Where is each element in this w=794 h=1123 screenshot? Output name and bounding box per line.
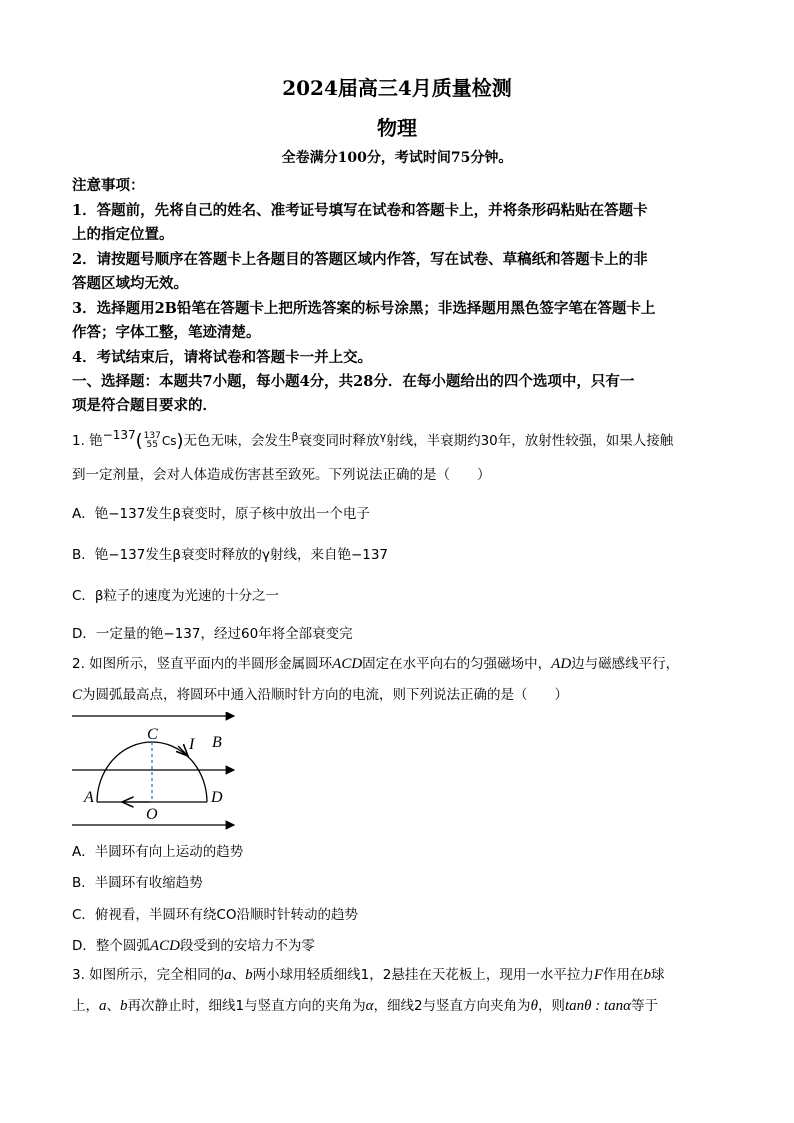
notes-heading: 注意事项： xyxy=(72,177,145,194)
q2-option-a: A．半圆环有向上运动的趋势 xyxy=(72,844,244,860)
q1-stem-line1: 1. 铯−137( 137 55 Cs)无色无味，会发生$^\beta$衰变同时释放$^\gamma$射线，半衰期约30年，放射性较强，如果人接触 xyxy=(72,428,674,452)
label-b: B xyxy=(212,734,222,751)
label-c: C xyxy=(147,726,158,743)
q1-option-d: D．一定量的铯−137，经过60年将全部衰变完 xyxy=(72,626,353,642)
note-line: 上的指定位置。 xyxy=(72,226,174,243)
q2-stem-line2: C为圆弧最高点，将圆环中通入沿顺时针方向的电流，则下列说法正确的是（ ） xyxy=(72,687,569,703)
note-line: 1．答题前，先将自己的姓名、准考证号填写在试卷和答题卡上，并将条形码粘贴在答题卡 xyxy=(72,202,648,219)
current-arrow-arc xyxy=(178,746,188,756)
q2-option-b: B．半圆环有收缩趋势 xyxy=(72,875,203,891)
q2-stem-line1: 2. 如图所示，竖直平面内的半圆形金属圆环ACD固定在水平向右的匀强磁场中，AD边与磁感线平行， xyxy=(72,656,680,672)
q1-option-a: A．铯−137发生β衰变时，原子核中放出一个电子 xyxy=(72,506,370,522)
exam-title: 2024届高三4月质量检测 xyxy=(282,76,512,100)
label-o: O xyxy=(146,806,158,823)
label-d: D xyxy=(211,789,223,806)
note-line: 2．请按题号顺序在答题卡上各题目的答题区域内作答，写在试卷、草稿纸和答题卡上的非 xyxy=(72,251,648,268)
section-heading: 一、选择题：本题共7小题，每小题4分，共28分．在每小题给出的四个选项中，只有一 xyxy=(72,373,635,390)
semicircle-magnetic-field-diagram xyxy=(72,712,242,832)
note-line: 作答；字体工整，笔迹清楚。 xyxy=(72,324,261,341)
exam-meta: 全卷满分100分，考试时间75分钟。 xyxy=(281,150,513,166)
label-i: I xyxy=(189,736,195,753)
note-line: 4．考试结束后，请将试卷和答题卡一并上交。 xyxy=(72,349,373,366)
q1-stem-line2: 到一定剂量，会对人体造成伤害甚至致死。下列说法正确的是（ ） xyxy=(72,467,491,483)
q1-option-c: C．β粒子的速度为光速的十分之一 xyxy=(72,588,280,604)
note-line: 3．选择题用2B铅笔在答题卡上把所选答案的标号涂黑；非选择题用黑色签字笔在答题卡上 xyxy=(72,300,656,317)
note-line: 答题区域均无效。 xyxy=(72,275,188,292)
label-a: A xyxy=(84,789,94,806)
q2-option-d: D．整个圆弧ACD段受到的安培力不为零 xyxy=(72,938,315,954)
q3-stem-line1: 3. 如图所示，完全相同的a、b两小球用轻质细线1，2悬挂在天花板上，现用一水平拉力F作用在b球 xyxy=(72,967,665,983)
subject-title: 物理 xyxy=(377,116,417,140)
q1-option-b: B．铯−137发生β衰变时释放的γ射线，来自铯−137 xyxy=(72,547,389,563)
q2-option-c: C．俯视看，半圆环有绕CO沿顺时针转动的趋势 xyxy=(72,907,358,923)
section-heading-cont: 项是符合题目要求的． xyxy=(72,397,217,414)
q3-stem-line2: 上，a、b再次静止时，细线1与竖直方向的夹角为α，细线2与竖直方向夹角为θ，则tanθ : tanα等于 xyxy=(72,998,659,1014)
